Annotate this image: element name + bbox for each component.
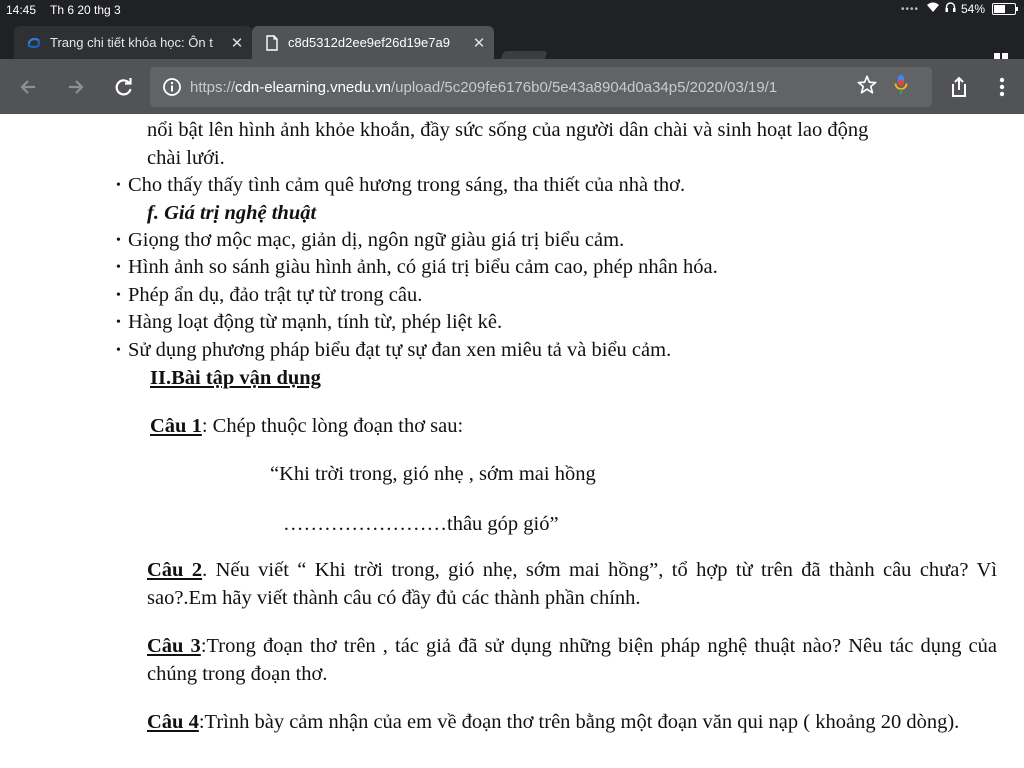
tab-course-detail[interactable] xyxy=(14,26,252,59)
bullet-dot: • xyxy=(116,178,121,193)
bullet-dot: • xyxy=(116,260,121,275)
close-tab-icon[interactable]: ✕ xyxy=(230,34,244,52)
section-f-heading: f. Giá trị nghệ thuật xyxy=(147,202,317,224)
intro-line-1: nổi bật lên hình ảnh khỏe khoắn, đầy sức sống của người dân chài và sinh hoạt lao động xyxy=(147,119,869,141)
url-path: /upload/5c209fe6176b0/5e43a8904d0a34p5/2020/03/19/1 xyxy=(390,78,778,96)
question-4 xyxy=(147,708,997,736)
poem-line-2: ……………………thâu góp gió” xyxy=(283,513,559,535)
info-icon[interactable] xyxy=(162,77,182,97)
tab-title: Trang chi tiết khóa học: Ôn t xyxy=(50,35,213,50)
battery-percent: 54% xyxy=(960,2,985,16)
wifi-icon xyxy=(926,2,940,16)
status-indicators xyxy=(901,2,1016,16)
bullet-dot: • xyxy=(116,343,121,358)
url-scheme: https:// xyxy=(190,78,236,96)
question-1 xyxy=(150,414,463,438)
question-3 xyxy=(147,632,997,688)
art-bullet: Sử dụng phương pháp biểu đạt tự sự đan xen miêu tả và biểu cảm. xyxy=(128,339,672,361)
bullet-text: Cho thấy thấy tình cảm quê hương trong sáng, tha thiết của nhà thơ. xyxy=(128,174,686,196)
headphones-icon xyxy=(945,2,956,16)
question-label: Câu 2 xyxy=(147,559,203,581)
globe-favicon-icon xyxy=(26,35,42,51)
tab-title: c8d5312d2ee9ef26d19e7a9 xyxy=(288,35,450,50)
question-label: Câu 1 xyxy=(150,415,202,437)
battery-icon xyxy=(992,3,1016,15)
question-label: Câu 4 xyxy=(147,711,199,733)
intro-line-2: chài lưới. xyxy=(147,147,225,169)
tab-document[interactable] xyxy=(252,26,494,59)
question-label: Câu 3 xyxy=(147,635,201,657)
signal-dots-icon: •••• xyxy=(900,3,919,15)
status-time: 14:45 xyxy=(6,3,37,17)
question-text: . Nếu viết “ Khi trời trong, gió nhẹ, sớm mai hồng”, tổ hợp từ trên đã thành câu chưa? Vì sao?.Em hãy viết thành câu có đầy đủ các thành phần chính. xyxy=(147,559,997,609)
status-date: Th 6 20 thg 3 xyxy=(50,3,121,17)
section-II-heading: II.Bài tập vận dụng xyxy=(150,367,321,389)
art-bullet: Hình ảnh so sánh giàu hình ảnh, có giá trị biểu cảm cao, phép nhân hóa. xyxy=(128,256,718,278)
bullet-dot: • xyxy=(116,288,121,303)
reload-icon[interactable] xyxy=(109,72,139,102)
forward-arrow-icon[interactable] xyxy=(61,72,91,102)
mic-icon[interactable] xyxy=(894,74,918,101)
document-viewer[interactable] xyxy=(0,115,1024,768)
poem-line-1: “Khi trời trong, gió nhẹ , sớm mai hồng xyxy=(270,463,596,485)
bullet-dot: • xyxy=(116,315,121,330)
art-bullet: Giọng thơ mộc mạc, giản dị, ngôn ngữ giàu giá trị biểu cảm. xyxy=(128,229,625,251)
bullet-dot: • xyxy=(116,233,121,248)
tab-strip xyxy=(0,20,1024,59)
art-bullet: Hàng loạt động từ mạnh, tính từ, phép liệt kê. xyxy=(128,311,503,333)
question-text: : Chép thuộc lòng đoạn thơ sau: xyxy=(201,415,464,437)
question-text: :Trong đoạn thơ trên , tác giả đã sử dụng những biện pháp nghệ thuật nào? Nêu tác dụng của chúng trong đoạn thơ. xyxy=(147,635,997,685)
art-bullet: Phép ẩn dụ, đảo trật tự từ trong câu. xyxy=(128,284,423,306)
address-bar[interactable] xyxy=(150,67,932,107)
question-text: :Trình bày cảm nhận của em về đoạn thơ trên bằng một đoạn văn qui nạp ( khoảng 20 dòng). xyxy=(198,711,960,733)
browser-toolbar xyxy=(0,59,1024,114)
more-icon[interactable] xyxy=(987,72,1017,102)
share-icon[interactable] xyxy=(944,72,974,102)
url-text[interactable] xyxy=(190,79,848,96)
star-icon[interactable] xyxy=(856,74,880,101)
document-favicon-icon xyxy=(264,35,280,51)
url-host: cdn-elearning.vnedu.vn xyxy=(235,78,391,96)
back-arrow-icon[interactable] xyxy=(13,72,43,102)
question-2 xyxy=(147,556,997,612)
status-bar xyxy=(0,0,1024,20)
close-tab-icon[interactable]: ✕ xyxy=(472,34,486,52)
